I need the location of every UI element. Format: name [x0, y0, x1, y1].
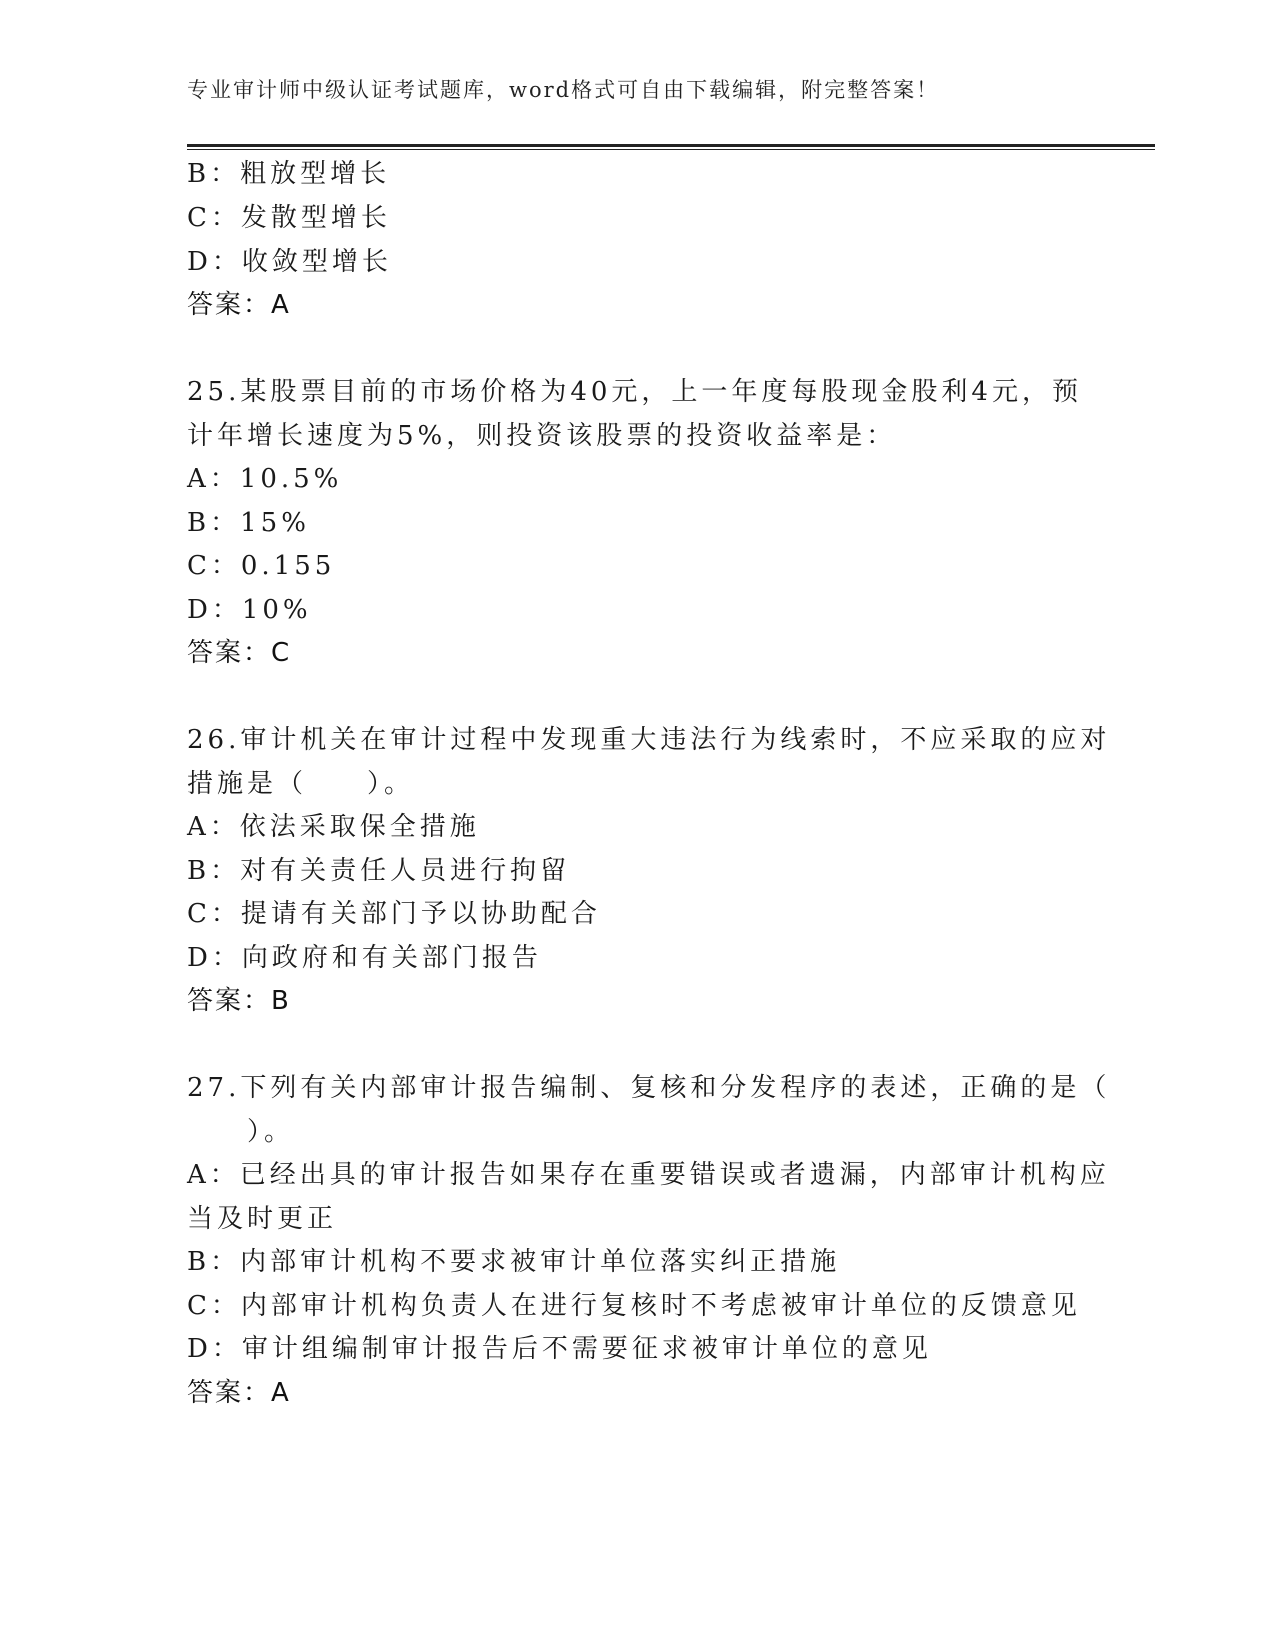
q27-option-c: C：内部审计机构负责人在进行复核时不考虑被审计单位的反馈意见: [187, 1291, 1081, 1321]
q26-option-c: C：提请有关部门予以协助配合: [187, 899, 601, 929]
q26-option-a: A：依法采取保全措施: [187, 812, 480, 842]
q25-option-d: D：10%: [187, 595, 312, 625]
header-rule-thick: [187, 144, 1155, 147]
option-d: D：收敛型增长: [187, 247, 392, 277]
option-b: B：粗放型增长: [187, 159, 391, 189]
q25-option-b: B：15%: [187, 508, 310, 538]
question-25-stem-line-2: 计年增长速度为5%，则投资该股票的投资收益率是：: [187, 421, 897, 451]
q27-answer: 答案：A: [187, 1378, 291, 1408]
header-rule-thin: [187, 149, 1155, 150]
question-26-stem-line-1: 26.审计机关在审计过程中发现重大违法行为线索时，不应采取的应对: [187, 725, 1111, 755]
q26-answer: 答案：B: [187, 986, 291, 1016]
question-26-stem-line-2: 措施是（ ）。: [187, 769, 415, 799]
q27-option-a-line-1: A：已经出具的审计报告如果存在重要错误或者遗漏，内部审计机构应: [187, 1160, 1110, 1190]
question-27-stem-line-1: 27.下列有关内部审计报告编制、复核和分发程序的表述，正确的是（: [187, 1073, 1111, 1103]
q27-option-d: D：审计组编制审计报告后不需要征求被审计单位的意见: [187, 1334, 932, 1364]
q26-option-d: D：向政府和有关部门报告: [187, 943, 542, 973]
answer: 答案：A: [187, 290, 291, 320]
q26-option-b: B：对有关责任人员进行拘留: [187, 856, 571, 886]
question-27-stem-line-2: ）。: [187, 1117, 295, 1147]
question-25-stem-line-1: 25.某股票目前的市场价格为40元，上一年度每股现金股利4元，预: [187, 377, 1082, 407]
q25-option-c: C：0.155: [187, 551, 336, 581]
option-c: C：发散型增长: [187, 203, 391, 233]
q27-option-b: B：内部审计机构不要求被审计单位落实纠正措施: [187, 1247, 841, 1277]
q25-option-a: A：10.5%: [187, 464, 343, 494]
q25-answer: 答案：C: [187, 638, 292, 668]
document-header: 专业审计师中级认证考试题库，word格式可自由下载编辑，附完整答案！: [187, 78, 940, 102]
q27-option-a-line-2: 当及时更正: [187, 1204, 338, 1234]
